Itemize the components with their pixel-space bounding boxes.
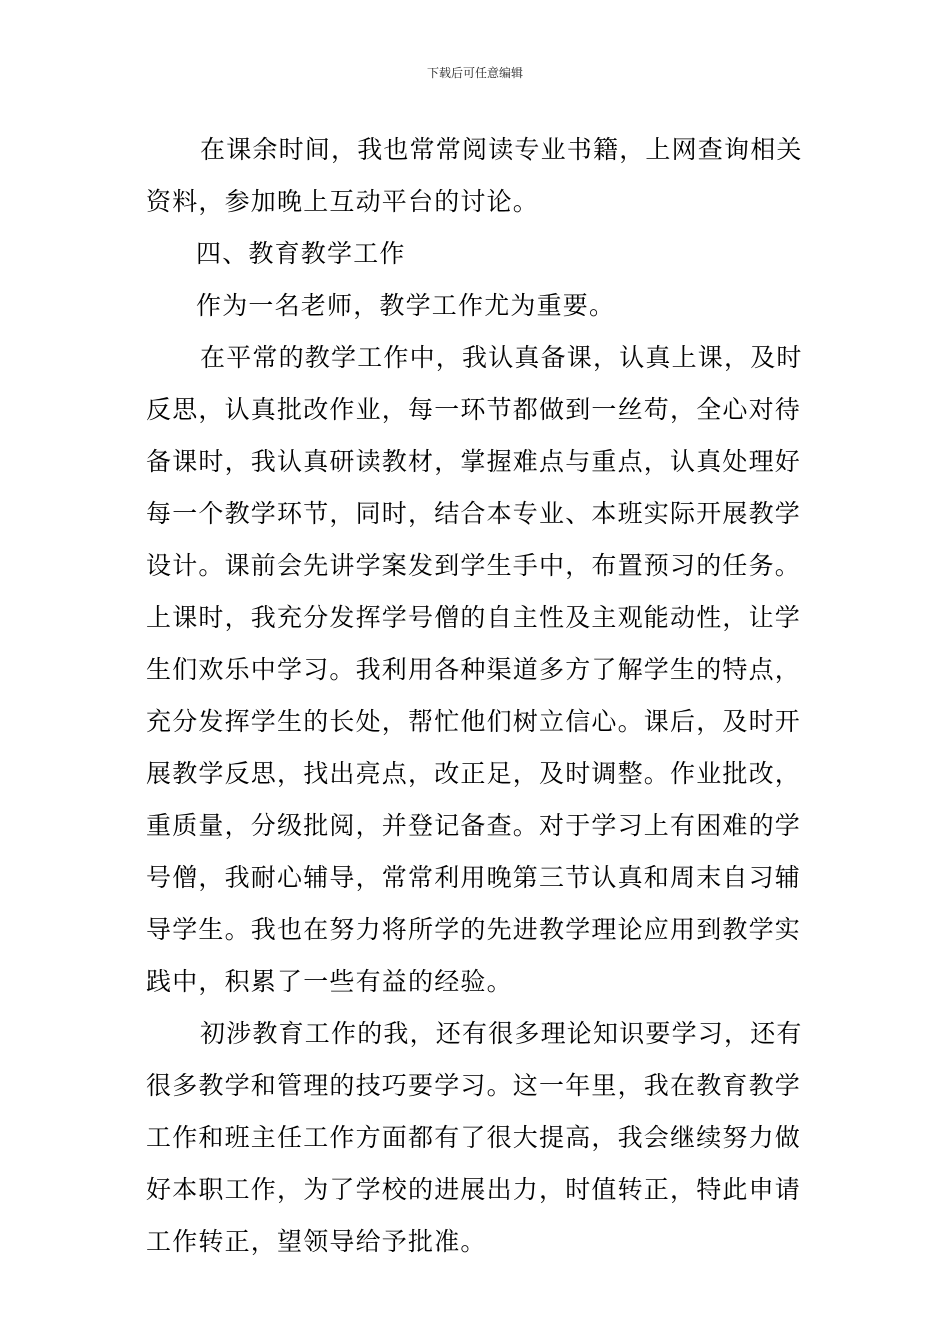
document-body — [146, 124, 810, 1268]
paragraph-intro: 作为一名老师，教学工作尤为重要。 — [196, 291, 616, 320]
paragraph-teaching: 在平常的教学工作中，我认真备课，认真上课，及时反思，认真批改作业，每一环节都做到一丝苟，全心对待备课时，我认真研读教材，掌握难点与重点，认真处理好每一个教学环节，同时，结合本专业、本班实际开展教学设计。课前会先讲学案发到学生手中，布置预习的任务。上课时，我充分发挥学号僧的自主性及主观能动性，让学生们欢乐中学习。我利用各种渠道多方了解学生的特点，充分发挥学生的长处，帮忙他们树立信心。课后，及时开展教学反思，找出亮点，改正足，及时调整。作业批改，重质量，分级批阅，并登记备查。对于学习上有困难的学号僧，我耐心辅导，常常利用晚第三节认真和周末自习辅导学生。我也在努力将所学的先进教学理论应用到教学实践中，积累了一些有益的经验。 — [146, 343, 803, 996]
paragraph-study: 在课余时间，我也常常阅读专业书籍，上网查询相关资料，参加晚上互动平台的讨论。 — [146, 135, 803, 216]
section-heading: 四、教育教学工作 — [196, 239, 406, 268]
page-header: 下载后可任意编辑 — [426, 66, 523, 80]
paragraph-conclusion: 初涉教育工作的我，还有很多理论知识要学习，还有很多教学和管理的技巧要学习。这一年里，我在教育教学工作和班主任工作方面都有了很大提高，我会继续努力做好本职工作，为了学校的进展出力，时值转正，特此申请工作转正，望领导给予批准。 — [146, 1019, 803, 1256]
